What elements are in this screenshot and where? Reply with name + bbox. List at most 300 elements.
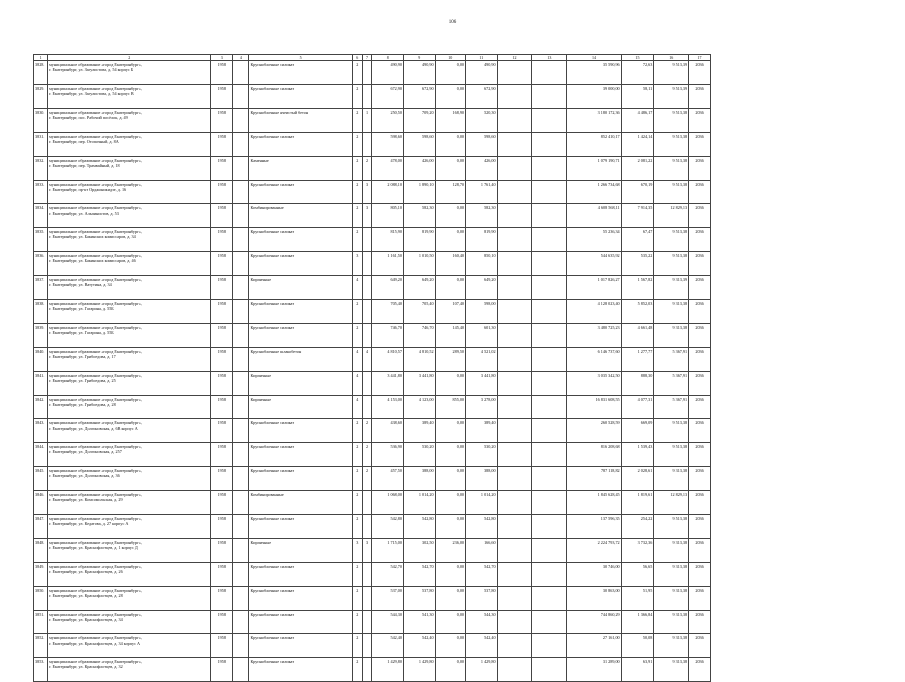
cost-cell: 6 146 737,60 [567, 347, 621, 371]
total-area-cell: 536,90 [372, 443, 404, 467]
area-cell: 530,20 [466, 443, 498, 467]
total-area-cell: 649,20 [372, 276, 404, 300]
empty-cell [233, 395, 249, 419]
area-cell: 236,00 [435, 538, 465, 562]
address-line: г. Екатеринбург, ул. Грибоедова, д. 25 [49, 377, 116, 383]
row-number: 3847. [34, 515, 48, 539]
address-line: г. Екатеринбург, ул. Загулистова, д. 54 корпус В [49, 91, 134, 97]
table-row [34, 180, 711, 204]
plan-year-cell: 2036 [689, 228, 711, 252]
year-cell: 1958 [211, 61, 233, 85]
empty-cell [233, 467, 249, 491]
area-cell: 709,20 [403, 108, 435, 132]
column-header: 3 [211, 55, 233, 61]
table-row [34, 419, 711, 443]
empty-cell [233, 610, 249, 634]
column-header: 5 [249, 55, 352, 61]
plan-year-cell: 2036 [689, 491, 711, 515]
address-cell [48, 180, 211, 204]
address-line: г. Екатеринбург, ул. Комсомольская, д. 29 [49, 497, 123, 503]
plan-year-cell: 2036 [689, 252, 711, 276]
address-cell [48, 419, 211, 443]
area-cell: 3 278,00 [466, 395, 498, 419]
area-cell: 490,90 [466, 61, 498, 85]
plan-year-cell: 2036 [689, 658, 711, 682]
material-cell: Крупноблочные силикат [249, 443, 352, 467]
year-cell: 1958 [211, 228, 233, 252]
rate-cell: 1 277,77 [621, 347, 654, 371]
entrances-cell: 3 [362, 538, 372, 562]
floors-cell: 2 [352, 586, 362, 610]
address-line: г. Екатеринбург, ул. Альпинистов, д. 53 [49, 210, 119, 216]
empty-cell [532, 108, 567, 132]
row-number: 3841. [34, 371, 48, 395]
table-row [34, 228, 711, 252]
address-line: муниципальное образование «город Екатеринбург», [49, 516, 142, 522]
area-cell: 0,00 [435, 443, 465, 467]
address-line: муниципальное образование «город Екатеринбург», [49, 133, 142, 139]
address-line: муниципальное образование «город Екатеринбург», [49, 563, 142, 569]
area-cell: 107,40 [435, 300, 465, 324]
area-cell: 601,30 [466, 323, 498, 347]
empty-cell [497, 634, 532, 658]
cost-cell: 544 635,92 [567, 252, 621, 276]
empty-cell [497, 132, 532, 156]
total-area-cell: 490,90 [372, 61, 404, 85]
address-cell [48, 132, 211, 156]
row-number: 3851. [34, 610, 48, 634]
rate-cell: 888,30 [621, 371, 654, 395]
empty-cell [233, 84, 249, 108]
empty-cell [532, 491, 567, 515]
empty-cell [532, 347, 567, 371]
area-cell: 388,00 [403, 467, 435, 491]
plan-year-cell: 2036 [689, 515, 711, 539]
area-cell: 1 014,20 [466, 491, 498, 515]
empty-cell [233, 228, 249, 252]
cost-cell: 1 017 826,27 [567, 276, 621, 300]
material-cell: Крупноблочные силикат [249, 180, 352, 204]
material-cell: Крупноблочные шлакобетон [249, 347, 352, 371]
address-line: г. Екатеринбург, ул. Ватутина, д. 34 [49, 282, 112, 288]
cost-cell: 1 079 190,71 [567, 156, 621, 180]
material-cell: Кирпичные [249, 371, 352, 395]
material-cell: Крупноблочные силикат [249, 610, 352, 634]
cost-cell: 4 608 568,11 [567, 204, 621, 228]
total-area-cell: 537,00 [372, 586, 404, 610]
address-line: муниципальное образование «город Екатеринбург», [49, 277, 142, 283]
empty-cell [233, 204, 249, 228]
total-area-cell: 542,80 [372, 515, 404, 539]
material-cell: Крупноблочные силикат [249, 132, 352, 156]
rate-cell: 1 567,82 [621, 276, 654, 300]
cost-cell: 260 528,59 [567, 419, 621, 443]
empty-cell [497, 419, 532, 443]
entrances-cell [362, 658, 372, 682]
empty-cell [532, 419, 567, 443]
floors-cell: 2 [352, 515, 362, 539]
material-cell: Крупноблочные силикат [249, 300, 352, 324]
empty-cell [233, 347, 249, 371]
area-cell: 0,00 [435, 132, 465, 156]
row-number: 3833. [34, 180, 48, 204]
rate-cell: 63,91 [621, 658, 654, 682]
area-cell: 1 010,50 [403, 252, 435, 276]
area-cell: 544,30 [466, 610, 498, 634]
entrances-cell [362, 395, 372, 419]
empty-cell [532, 132, 567, 156]
row-number: 3830. [34, 108, 48, 132]
total-area-cell: 746,70 [372, 323, 404, 347]
area-cell: 4 810,52 [403, 347, 435, 371]
empty-cell [233, 323, 249, 347]
floors-cell: 2 [352, 156, 362, 180]
area-cell: 537,80 [403, 586, 435, 610]
year-cell: 1958 [211, 395, 233, 419]
empty-cell [233, 156, 249, 180]
address-line: г. Екатеринбург, ул. Краснофлотцев, д. 26 [49, 568, 123, 574]
year-cell: 1958 [211, 300, 233, 324]
address-line: муниципальное образование «город Екатеринбург», [49, 492, 142, 498]
area-cell: 705,40 [403, 300, 435, 324]
floors-cell: 2 [352, 300, 362, 324]
address-cell [48, 610, 211, 634]
total-area-cell: 1 161,50 [372, 252, 404, 276]
table-row [34, 538, 711, 562]
entrances-cell: 2 [362, 443, 372, 467]
material-cell: Крупноблочные силикат [249, 252, 352, 276]
area-cell: 850,10 [466, 252, 498, 276]
empty-cell [233, 634, 249, 658]
entrances-cell [362, 562, 372, 586]
total-area-cell: 3 441,80 [372, 371, 404, 395]
plan-year-cell: 2036 [689, 371, 711, 395]
address-line: г. Екатеринбург, ул. Краснофлотцев, д. 1 корпус Д [49, 545, 138, 550]
rate-cell: 50,08 [621, 634, 654, 658]
empty-cell [532, 634, 567, 658]
address-cell [48, 634, 211, 658]
area-cell: 649,20 [466, 276, 498, 300]
rate-cell: 5 852,03 [621, 300, 654, 324]
address-line: муниципальное образование «город Екатеринбург», [49, 635, 142, 641]
table-row [34, 467, 711, 491]
floors-cell: 2 [352, 658, 362, 682]
area-cell: 0,00 [435, 658, 465, 682]
area-cell: 389,40 [403, 419, 435, 443]
empty-cell [497, 443, 532, 467]
table-row [34, 300, 711, 324]
year-cell: 1958 [211, 156, 233, 180]
floors-cell: 2 [352, 467, 362, 491]
norm-cell: 5 367,91 [654, 371, 689, 395]
address-line: муниципальное образование «город Екатеринбург», [49, 324, 142, 330]
norm-cell: 9 313,39 [654, 276, 689, 300]
area-cell: 1 014,20 [403, 491, 435, 515]
empty-cell [497, 61, 532, 85]
year-cell: 1958 [211, 371, 233, 395]
area-cell: 289,50 [435, 347, 465, 371]
address-cell [48, 586, 211, 610]
entrances-cell [362, 491, 372, 515]
total-area-cell: 805,10 [372, 204, 404, 228]
column-header: 6 [352, 55, 362, 61]
norm-cell: 9 313,38 [654, 634, 689, 658]
empty-cell [497, 538, 532, 562]
table-row [34, 204, 711, 228]
area-cell: 166,60 [466, 538, 498, 562]
cost-cell: 35 590,96 [567, 61, 621, 85]
total-area-cell: 4 153,00 [372, 395, 404, 419]
area-cell: 1 890,10 [403, 180, 435, 204]
address-line: муниципальное образование «город Екатеринбург», [49, 539, 142, 545]
row-number: 3850. [34, 586, 48, 610]
norm-cell: 9 513,38 [654, 180, 689, 204]
norm-cell: 9 513,38 [654, 443, 689, 467]
entrances-cell: 4 [362, 347, 372, 371]
empty-cell [497, 610, 532, 634]
area-cell: 598,00 [466, 300, 498, 324]
entrances-cell [362, 586, 372, 610]
plan-year-cell: 2036 [689, 323, 711, 347]
total-area-cell: 672,90 [372, 84, 404, 108]
area-cell: 388,00 [466, 467, 498, 491]
address-line: г. Екатеринбург, ул. Бакинских комиссаров, д. 34 [49, 234, 136, 240]
area-cell: 0,00 [435, 156, 465, 180]
rate-cell: 2 028,61 [621, 467, 654, 491]
total-area-cell: 815,90 [372, 228, 404, 252]
norm-cell: 9 513,38 [654, 108, 689, 132]
cost-cell: 27 161,00 [567, 634, 621, 658]
area-cell: 3 441,80 [466, 371, 498, 395]
plan-year-cell: 2036 [689, 276, 711, 300]
empty-cell [532, 586, 567, 610]
address-line: муниципальное образование «город Екатеринбург», [49, 157, 142, 163]
table-row [34, 371, 711, 395]
cost-cell: 55 236,34 [567, 228, 621, 252]
column-header: 16 [654, 55, 689, 61]
table-row [34, 84, 711, 108]
rate-cell: 72,63 [621, 61, 654, 85]
address-line: муниципальное образование «город Екатеринбург», [49, 372, 142, 378]
table-row [34, 132, 711, 156]
row-number: 3849. [34, 562, 48, 586]
column-header: 17 [689, 55, 711, 61]
address-cell [48, 156, 211, 180]
address-line: муниципальное образование «город Екатеринбург», [49, 205, 142, 211]
material-cell: Крупноблочные ячеистый бетон [249, 108, 352, 132]
address-line: муниципальное образование «город Екатеринбург», [49, 109, 142, 115]
year-cell: 1958 [211, 610, 233, 634]
area-cell: 490,90 [403, 61, 435, 85]
rate-cell: 67,47 [621, 228, 654, 252]
norm-cell: 9 313,38 [654, 323, 689, 347]
area-cell: 0,00 [435, 276, 465, 300]
floors-cell: 2 [352, 323, 362, 347]
floors-cell: 3 [352, 252, 362, 276]
empty-cell [233, 180, 249, 204]
norm-cell: 9 513,38 [654, 228, 689, 252]
total-area-cell: 250,50 [372, 108, 404, 132]
table-row [34, 395, 711, 419]
year-cell: 1958 [211, 84, 233, 108]
empty-cell [497, 395, 532, 419]
area-cell: 542,80 [403, 515, 435, 539]
address-line: г. Екатеринбург, пос. Рабочий посёлок, д. 49 [49, 114, 128, 120]
area-cell: 0,00 [435, 228, 465, 252]
plan-year-cell: 2036 [689, 132, 711, 156]
address-line: г. Екатеринбург, ул. Грибоедова, д. 17 [49, 353, 116, 359]
empty-cell [233, 443, 249, 467]
area-cell: 3 441,80 [403, 371, 435, 395]
empty-cell [233, 658, 249, 682]
floors-cell: 2 [352, 180, 362, 204]
empty-cell [233, 61, 249, 85]
norm-cell: 9 513,38 [654, 156, 689, 180]
area-cell: 542,40 [403, 634, 435, 658]
row-number: 3844. [34, 443, 48, 467]
area-cell: 598,60 [403, 132, 435, 156]
year-cell: 1958 [211, 634, 233, 658]
plan-year-cell: 2036 [689, 467, 711, 491]
row-number: 3845. [34, 467, 48, 491]
address-line: г. Екатеринбург, ул. Краснофлотцев, д. 28 [49, 592, 123, 598]
floors-cell: 2 [352, 610, 362, 634]
year-cell: 1958 [211, 108, 233, 132]
area-cell: 672,90 [403, 84, 435, 108]
entrances-cell [362, 371, 372, 395]
address-line: муниципальное образование «город Екатеринбург», [49, 229, 142, 235]
area-cell: 542,70 [403, 562, 435, 586]
total-area-cell: 542,40 [372, 634, 404, 658]
floors-cell: 3 [352, 538, 362, 562]
total-area-cell: 1 068,00 [372, 491, 404, 515]
floors-cell: 2 [352, 562, 362, 586]
table-row [34, 443, 711, 467]
area-cell: 649,20 [403, 276, 435, 300]
empty-cell [233, 300, 249, 324]
address-line: г. Екатеринбург, пр-кт Орджоникидзе, д. 16 [49, 186, 127, 192]
address-cell [48, 276, 211, 300]
empty-cell [233, 132, 249, 156]
entrances-cell [362, 634, 372, 658]
floors-cell: 2 [352, 61, 362, 85]
rate-cell: 669,09 [621, 419, 654, 443]
area-cell: 0,00 [435, 586, 465, 610]
empty-cell [532, 180, 567, 204]
total-area-cell: 438,60 [372, 419, 404, 443]
material-cell: Крупноблочные силикат [249, 228, 352, 252]
address-cell [48, 84, 211, 108]
area-cell: 0,00 [435, 634, 465, 658]
floors-cell: 2 [352, 228, 362, 252]
area-cell: 542,40 [466, 634, 498, 658]
entrances-cell [362, 610, 372, 634]
area-cell: 582,30 [403, 204, 435, 228]
empty-cell [497, 156, 532, 180]
column-header: 10 [435, 55, 465, 61]
empty-cell [497, 204, 532, 228]
floors-cell: 4 [352, 395, 362, 419]
cost-cell: 816 208,68 [567, 443, 621, 467]
area-cell: 598,60 [466, 132, 498, 156]
row-number: 3839. [34, 323, 48, 347]
entrances-cell: 2 [362, 156, 372, 180]
plan-year-cell: 2036 [689, 634, 711, 658]
area-cell: 855,00 [435, 395, 465, 419]
cost-cell: 30 746,00 [567, 562, 621, 586]
empty-cell [532, 610, 567, 634]
address-cell [48, 371, 211, 395]
year-cell: 1958 [211, 443, 233, 467]
row-number: 3842. [34, 395, 48, 419]
area-cell: 530,20 [403, 443, 435, 467]
year-cell: 1958 [211, 323, 233, 347]
empty-cell [497, 84, 532, 108]
empty-cell [233, 515, 249, 539]
area-cell: 4 521,02 [466, 347, 498, 371]
cost-cell: 3 480 725,23 [567, 323, 621, 347]
floors-cell: 4 [352, 371, 362, 395]
total-area-cell: 705,40 [372, 300, 404, 324]
register-table [33, 54, 711, 682]
rate-cell: 56,65 [621, 562, 654, 586]
empty-cell [532, 204, 567, 228]
rate-cell: 4 077,31 [621, 395, 654, 419]
plan-year-cell: 2036 [689, 347, 711, 371]
area-cell: 0,00 [435, 562, 465, 586]
floors-cell: 2 [352, 419, 362, 443]
table-row [34, 658, 711, 682]
empty-cell [532, 300, 567, 324]
address-cell [48, 108, 211, 132]
plan-year-cell: 2036 [689, 180, 711, 204]
year-cell: 1958 [211, 276, 233, 300]
rate-cell: 51,95 [621, 586, 654, 610]
rate-cell: 7 914,35 [621, 204, 654, 228]
cost-cell: 1 845 628,45 [567, 491, 621, 515]
total-area-cell: 2 088,10 [372, 180, 404, 204]
area-cell: 672,90 [466, 84, 498, 108]
area-cell: 541,30 [403, 610, 435, 634]
material-cell: Крупноблочные силикат [249, 61, 352, 85]
empty-cell [532, 228, 567, 252]
norm-cell: 9 313,38 [654, 562, 689, 586]
plan-year-cell: 2036 [689, 538, 711, 562]
row-number: 3853. [34, 658, 48, 682]
empty-cell [497, 228, 532, 252]
floors-cell: 2 [352, 491, 362, 515]
cost-cell: 1 266 734,68 [567, 180, 621, 204]
area-cell: 145,40 [435, 323, 465, 347]
area-cell: 537,80 [466, 586, 498, 610]
area-cell: 128,70 [435, 180, 465, 204]
column-header: 2 [48, 55, 211, 61]
table-row [34, 562, 711, 586]
norm-cell: 9 513,38 [654, 515, 689, 539]
total-area-cell: 1 429,80 [372, 658, 404, 682]
material-cell: Крупноблочные силикат [249, 586, 352, 610]
address-line: г. Екатеринбург, ул. Долгоновская, д. 6В корпус А [49, 425, 138, 431]
floors-cell: 2 [352, 84, 362, 108]
norm-cell: 9 313,38 [654, 467, 689, 491]
material-cell: Крупноблочные силикат [249, 562, 352, 586]
norm-cell: 9 313,38 [654, 658, 689, 682]
plan-year-cell: 2036 [689, 395, 711, 419]
area-cell: 0,00 [435, 204, 465, 228]
entrances-cell [362, 300, 372, 324]
entrances-cell [362, 252, 372, 276]
address-line: г. Екатеринбург, ул. Долгоновская, д. 36 [49, 473, 120, 479]
